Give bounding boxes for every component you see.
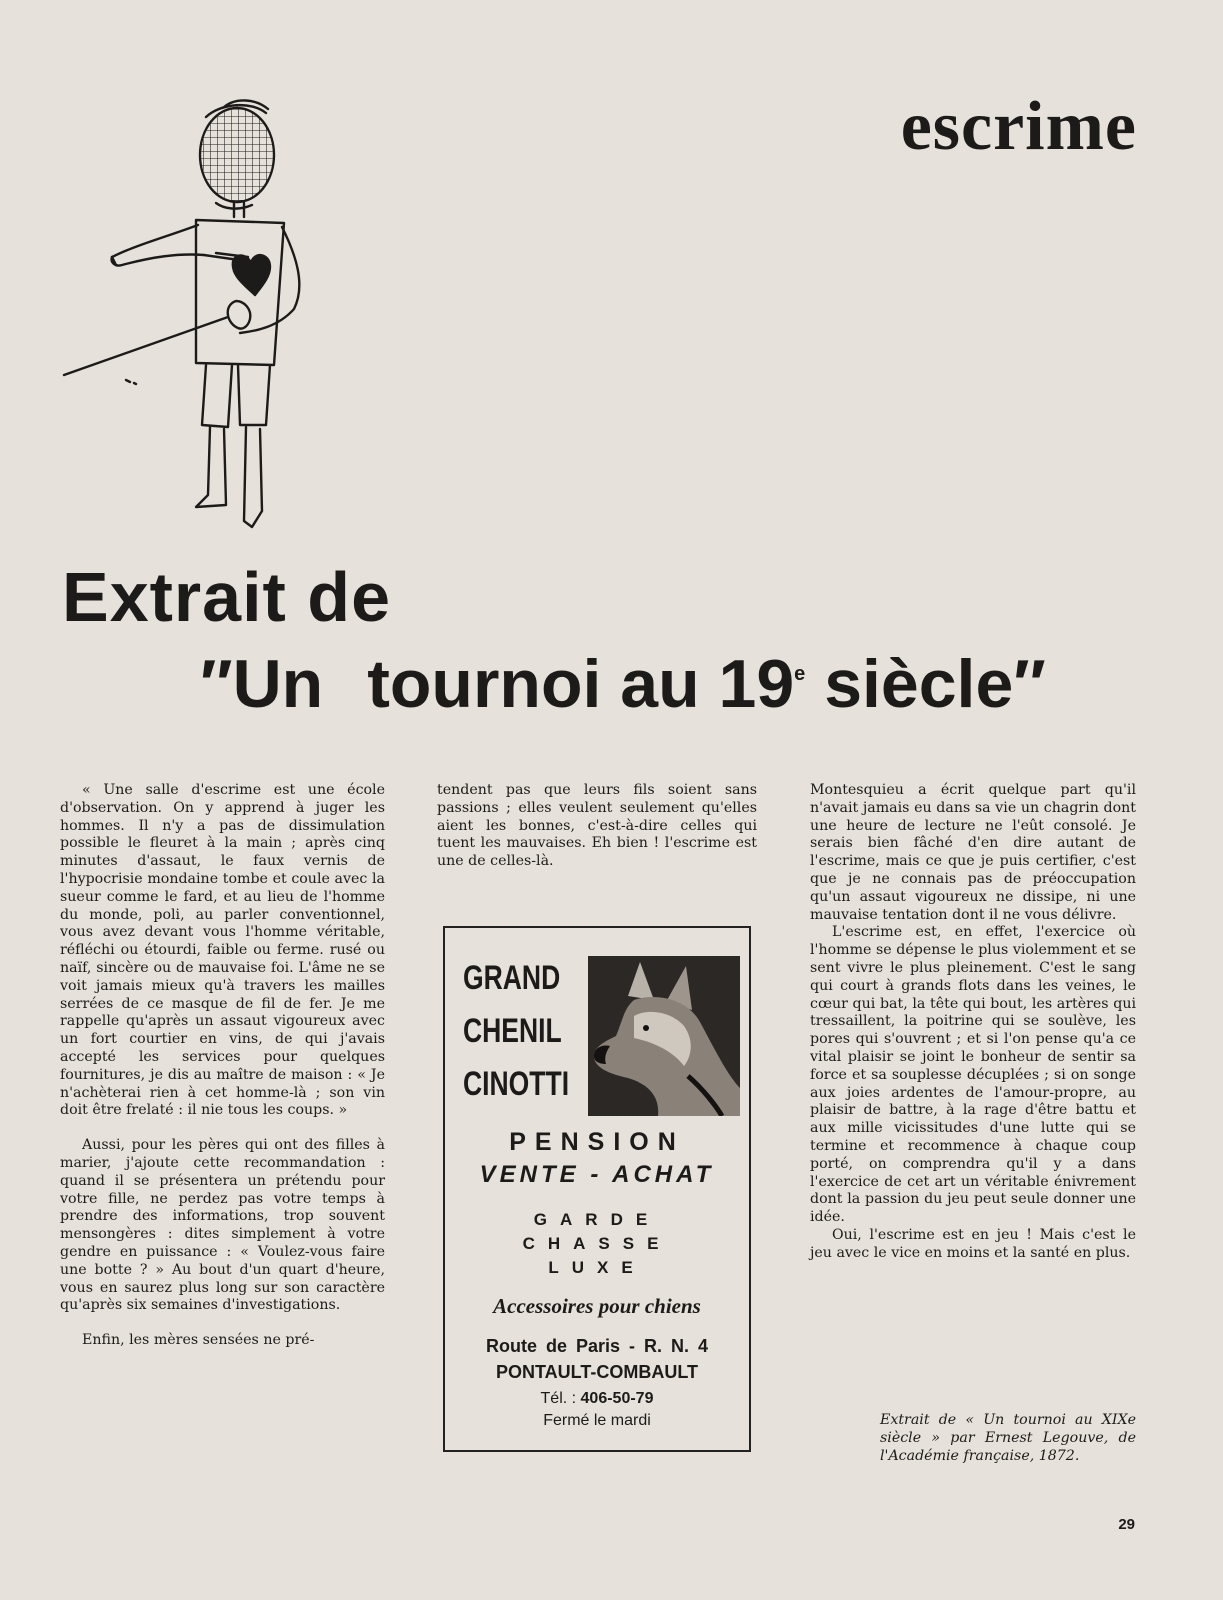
ad-tel-label: Tél. : bbox=[540, 1390, 577, 1407]
article-column-2 bbox=[437, 782, 757, 871]
title-middle: tournoi au 19 bbox=[367, 646, 795, 722]
ad-service-item: CHASSE bbox=[522, 1234, 672, 1253]
close-quote: ″ bbox=[1013, 646, 1046, 722]
ad-pension: PENSION bbox=[509, 1128, 685, 1156]
ad-service-item: LUXE bbox=[548, 1258, 646, 1277]
paragraph: Aussi, pour les pères qui ont des filles à marier, j'ajoute cette recommandation : quand il se présentera un prétendu pour votre fille, ne perdez pas votre temps à prendre des informations, trop souvent mensongères : dites simplement à votre gendre en puissance : « Voulez-vous faire une botte ? » Au bout d'un quart d'heure, vous en saurez plus long sur son caractère qu'après six semaines d'investigations. bbox=[60, 1137, 385, 1314]
kennel-name-line: CINOTTI bbox=[463, 1065, 570, 1103]
paragraph: L'escrime est, en effet, l'exercice où l'homme se dépense le plus violemment et se sent vivre le plus pleinement. C'est le sang qui court à grands flots dans les veines, le cœur qui bat, la tête qui bout, les artères qui tressaillent, la poitrine qui se soulève, les pores qui s'ouvrent ; et si l'on pense qu'a ce vital plaisir se joint le bonheur de sentir sa force et sa souplesse décuplées ; si on songe aux joies ardentes de l'amour-propre, au plaisir de battre, à la rage d'être battu et aux mille vicissitudes d'une lutte qui se termine et recommence à chaque coup porté, on comprendra qu'il y a dans l'exercice de cet art un véritable énivrement dont la passion du jeu peut seule donner une idée. bbox=[810, 924, 1136, 1226]
ad-service-item: GARDE bbox=[533, 1210, 661, 1229]
kennel-name-line: GRAND bbox=[463, 959, 561, 997]
german-shepherd-icon bbox=[588, 956, 740, 1116]
title-line-2 bbox=[200, 646, 1046, 722]
ad-services bbox=[445, 1208, 749, 1280]
paragraph: Enfin, les mères sensées ne pré- bbox=[82, 1332, 315, 1349]
source-credit: Extrait de « Un tournoi au XIXe siècle » par Ernest Legouve, de l'Académie française, 1872. bbox=[880, 1412, 1136, 1464]
ad-address-route: Route de Paris - R. N. 4 bbox=[485, 1336, 709, 1356]
paragraph: tendent pas que leurs fils soient sans passions ; elles veulent seulement qu'elles aient les bonnes, c'est-à-dire celles qui tuent les mauvaises. Eh bien ! l'escrime est une de celles-là. bbox=[437, 782, 757, 870]
ad-tel-number: 406-50-79 bbox=[580, 1390, 654, 1407]
ad-accessories: Accessoires pour chiens bbox=[493, 1294, 701, 1318]
ad-telephone bbox=[445, 1390, 749, 1408]
article-column-3 bbox=[810, 782, 1136, 1263]
kennel-name bbox=[463, 952, 569, 1111]
title-superscript: e bbox=[794, 663, 806, 685]
ad-address-city: PONTAULT-COMBAULT bbox=[496, 1362, 698, 1382]
title-word-siecle: siècle bbox=[824, 646, 1014, 722]
dog-photo bbox=[588, 956, 740, 1116]
kennel-name-line: CHENIL bbox=[463, 1012, 562, 1050]
title-line-1: Extrait de bbox=[62, 558, 391, 636]
page-number: 29 bbox=[1118, 1516, 1135, 1533]
paragraph: Oui, l'escrime est en jeu ! Mais c'est le jeu avec le vice en moins et la santé en plus. bbox=[810, 1226, 1136, 1261]
title-word-un: Un bbox=[232, 646, 324, 722]
paragraph: Montesquieu a écrit quelque part qu'il n'avait jamais eu dans sa vie un chagrin dont une heure de lecture ne l'eût consolé. Je serais bien fâché d'en dire autant de l'escrime, mais ce que je puis certifier, c'est que je ne connais pas de préoccupation qu'un assaut vigoureux ne dissipe, ni une mauvaise tentation dont il ne vous délivre. bbox=[810, 782, 1136, 923]
paragraph: « Une salle d'escrime est une école d'observation. On y apprend à juger les hommes. Il n'y a pas de dissimulation possible le fleuret à la main ; après cinq minutes d'assaut, le faux vernis de l'hypocrisie mondaine tombe et coule avec la sueur comme le fard, et au lieu de l'homme du monde, poli, au parler conventionnel, vous avez devant vous l'homme véritable, réfléchi ou étourdi, faible ou ferme. rusé ou naïf, sincère ou de mauvaise foi. L'âme ne se voit jamais mieux qu'à travers les mailles serrées de ce masque de fil de fer. Je me rappelle qu'après un assaut vigoureux avec un fort courtier en vins, de qui j'avais accepté les services pour quelques fournitures, je dis au maître de maison : « Je n'achèterai rien à cet homme-là ; son vin doit être frelaté : il nie tous les coups. » bbox=[60, 782, 385, 1119]
kennel-advertisement bbox=[443, 926, 751, 1452]
open-quote: ″ bbox=[200, 646, 233, 722]
ad-closing-day: Fermé le mardi bbox=[543, 1412, 651, 1429]
fencer-illustration-icon bbox=[56, 95, 376, 545]
ad-vente-achat: VENTE - ACHAT bbox=[479, 1161, 715, 1188]
section-heading: escrime bbox=[900, 88, 1137, 165]
article-column-1 bbox=[60, 782, 385, 1350]
